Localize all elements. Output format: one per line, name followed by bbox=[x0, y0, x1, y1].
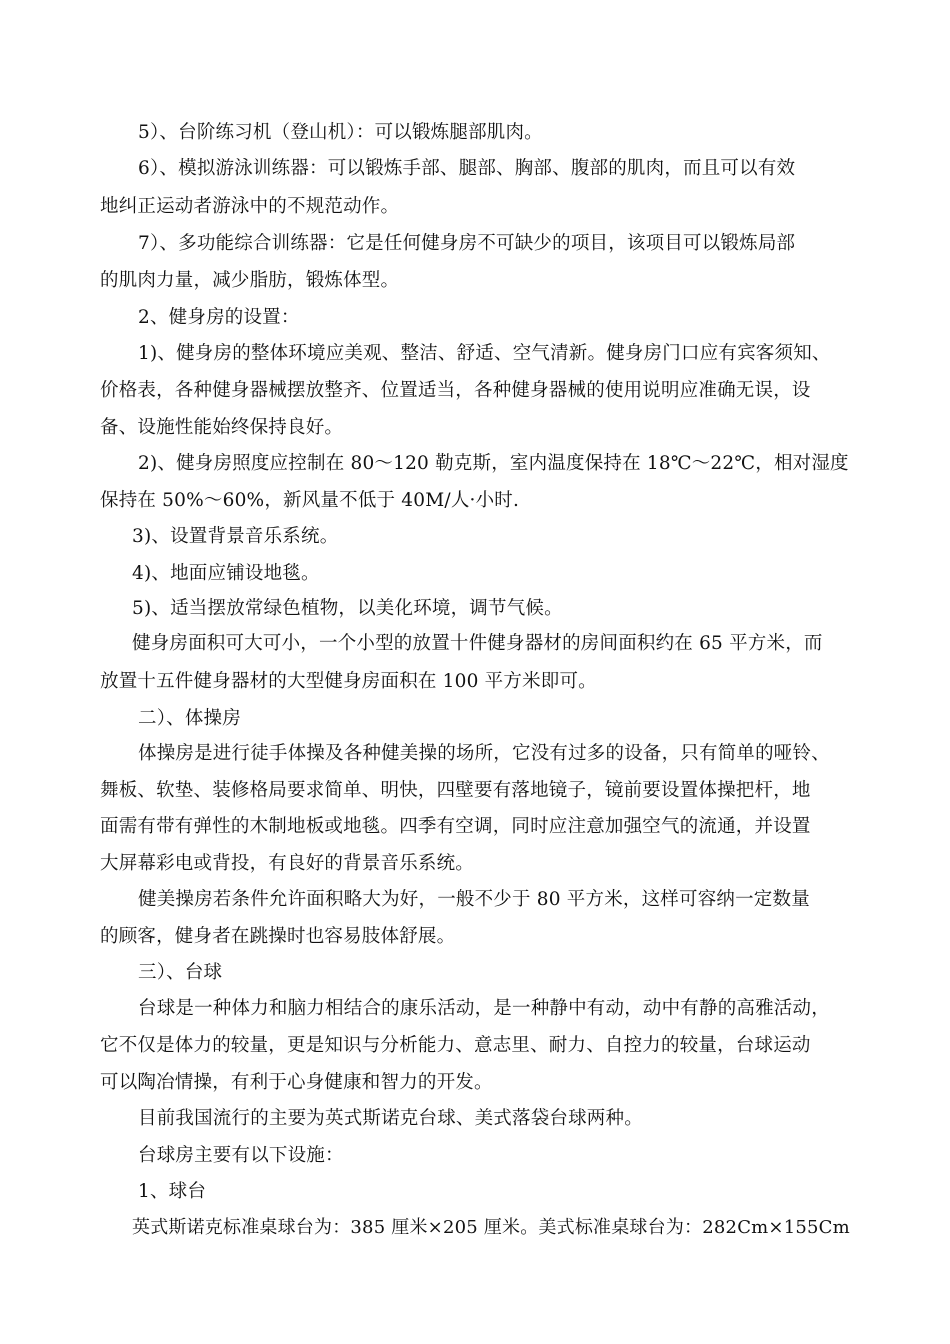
text-line: 5)、适当摆放常绿色植物，以美化环境，调节气候。 bbox=[132, 598, 563, 619]
text-line: 6）、模拟游泳训练器：可以锻炼手部、腿部、胸部、腹部的肌肉，而且可以有效 bbox=[138, 158, 796, 179]
text-line: 的肌肉力量，减少脂肪，锻炼体型。 bbox=[100, 270, 400, 291]
text-line: 英式斯诺克标准桌球台为：385 厘米×205 厘米。美式标准桌球台为：282Cm×155Cm bbox=[132, 1217, 850, 1238]
text-line: 体操房是进行徒手体操及各种健美操的场所，它没有过多的设备，只有简单的哑铃、 bbox=[138, 743, 830, 764]
text-line: 目前我国流行的主要为英式斯诺克台球、美式落袋台球两种。 bbox=[138, 1108, 643, 1129]
section-heading: 二）、体操房 bbox=[138, 708, 241, 729]
text-line: 台球是一种体力和脑力相结合的康乐活动，是一种静中有动，动中有静的高雅活动， bbox=[138, 998, 830, 1019]
text-line: 价格表，各种健身器械摆放整齐、位置适当，各种健身器械的使用说明应准确无误，设 bbox=[100, 380, 811, 401]
text-line: 备、设施性能始终保持良好。 bbox=[100, 417, 344, 438]
section-heading: 三）、台球 bbox=[138, 962, 223, 983]
text-line: 健身房面积可大可小，一个小型的放置十件健身器材的房间面积约在 65 平方米，而 bbox=[132, 633, 823, 654]
text-line: 地纠正运动者游泳中的不规范动作。 bbox=[100, 196, 400, 217]
text-line: 5）、台阶练习机（登山机）：可以锻炼腿部肌肉。 bbox=[138, 122, 543, 143]
text-line: 舞板、软垫、装修格局要求简单、明快，四壁要有落地镜子，镜前要设置体操把杆，地 bbox=[100, 780, 811, 801]
text-line: 4)、地面应铺设地毯。 bbox=[132, 563, 320, 584]
text-line: 保持在 50%～60%，新风量不低于 40M/人·小时. bbox=[100, 490, 520, 511]
text-line: 3)、设置背景音乐系统。 bbox=[132, 526, 339, 547]
text-line: 大屏幕彩电或背投，有良好的背景音乐系统。 bbox=[100, 853, 475, 874]
text-line: 台球房主要有以下设施： bbox=[138, 1145, 344, 1166]
text-line: 它不仅是体力的较量，更是知识与分析能力、意志里、耐力、自控力的较量，台球运动 bbox=[100, 1035, 811, 1056]
text-line: 7）、多功能综合训练器：它是任何健身房不可缺少的项目，该项目可以锻炼局部 bbox=[138, 233, 796, 254]
text-line: 面需有带有弹性的木制地板或地毯。四季有空调，同时应注意加强空气的流通，并设置 bbox=[100, 816, 811, 837]
text-line: 2)、健身房照度应控制在 80～120 勒克斯，室内温度保持在 18℃～22℃，相对湿度 bbox=[138, 453, 849, 474]
text-line: 的顾客，健身者在跳操时也容易肢体舒展。 bbox=[100, 926, 456, 947]
text-line: 可以陶冶情操，有利于心身健康和智力的开发。 bbox=[100, 1072, 493, 1093]
text-line: 健美操房若条件允许面积略大为好，一般不少于 80 平方米，这样可容纳一定数量 bbox=[138, 889, 810, 910]
text-line: 1)、健身房的整体环境应美观、整洁、舒适、空气清新。健身房门口应有宾客须知、 bbox=[138, 343, 831, 364]
section-heading: 1、球台 bbox=[138, 1181, 207, 1202]
section-heading: 2、健身房的设置： bbox=[138, 307, 300, 328]
text-line: 放置十五件健身器材的大型健身房面积在 100 平方米即可。 bbox=[100, 671, 597, 692]
